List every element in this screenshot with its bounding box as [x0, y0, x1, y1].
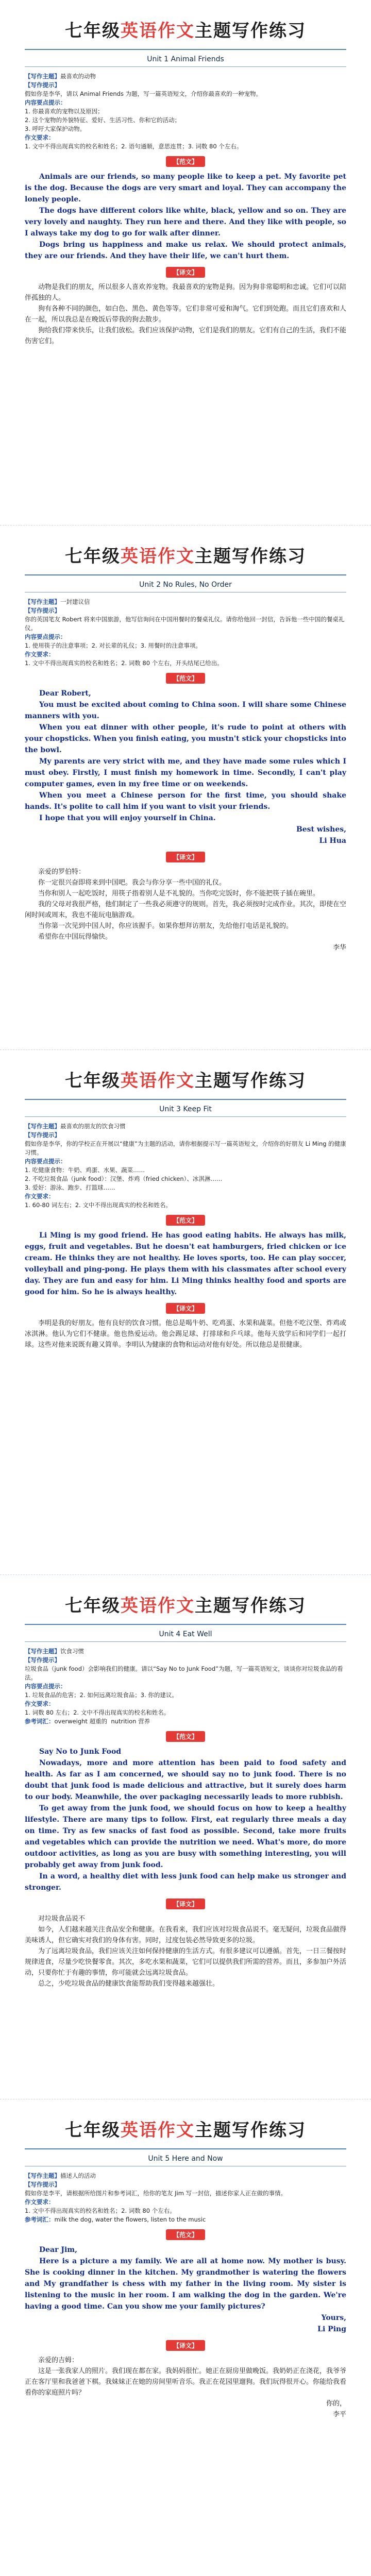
task-label: 内容要点提示： — [25, 99, 66, 106]
task-text: 1. 垃圾食品的危害；2. 如何远离垃圾食品；3. 你的建议。 — [25, 1691, 178, 1699]
unit-header — [25, 2099, 346, 2141]
task-text: 1. 吃健康食物：牛奶、鸡蛋、水果、蔬菜…… — [25, 1166, 145, 1174]
header-divider — [25, 49, 346, 50]
task-text: 1. 文中不得出现真实的校名和姓名；2. 词数 80 个左右，开头结尾已给出。 — [25, 659, 223, 667]
translation-badge: 【译文】 — [166, 267, 205, 278]
task-text: 1. 文中不得出现真实的校名和姓名；2. 语句通顺，意思连贯；3. 词数 80 个左右。 — [25, 143, 243, 150]
header-divider — [25, 1624, 346, 1625]
task-line — [25, 615, 346, 633]
task-line — [25, 1647, 346, 1656]
unit-section — [0, 0, 371, 525]
translation-paragraph: 动物是我们的朋友，所以很多人喜欢养宠物。我最喜欢的宠物是狗。因为狗非常聪明和忠诚。它们可以陪伴孤独的人。 — [25, 283, 347, 302]
title-highlight: 英语作文 — [121, 546, 195, 567]
essay-badge-wrap — [25, 668, 346, 688]
translation-paragraph: 我的父母对我很严格，他们制定了一些我必须遵守的规则。首先，我必须按时完成作业。其次，即使在空闲时间或周末，我也不能玩电脑游戏。 — [25, 900, 347, 919]
translation-badge: 【译文】 — [166, 1303, 205, 1314]
essay-badge-wrap — [25, 1210, 346, 1230]
task-line — [25, 1122, 346, 1131]
essay-badge-wrap — [25, 2224, 346, 2244]
essay-paragraph: To get away from the junk food, we should focus on how to keep a healthy lifestyle. There are many tips to follow. First, eat regularly three meals a day on time. Try as few snacks of fast food as possible. Second, take more fruits and vegetables which can provide the nutrition we need. What's more, do more outdoor activities, as long as you are busy with something interesting, you will probably get away from junk food. — [25, 1804, 346, 1869]
essay-badge: 【范文】 — [166, 156, 205, 167]
unit-subtitle: Unit 2 No Rules, No Order — [139, 580, 232, 589]
task-line — [25, 90, 346, 98]
translation-paragraph: 李华 — [332, 943, 346, 952]
task-label: 【写作主题】 — [25, 73, 60, 80]
task-label: 内容要点提示： — [25, 633, 66, 640]
task-text: 1. 你最喜欢的宠物以及原因； — [25, 108, 104, 115]
task-line — [25, 116, 346, 125]
unit-section — [0, 1574, 371, 2099]
title-highlight: 英语作文 — [121, 1071, 195, 1091]
translation-paragraph: 希望你在中国玩得愉快。 — [38, 933, 112, 941]
task-label: 【写作提示】 — [25, 1131, 60, 1139]
task-label: 【写作提示】 — [25, 81, 60, 89]
unit-subtitle: Unit 4 Eat Well — [159, 1630, 212, 1638]
task-line — [25, 650, 346, 659]
task-line — [25, 2172, 346, 2180]
essay-paragraph: Dear Robert, — [39, 689, 91, 698]
page-title — [25, 542, 346, 567]
unit-subtitle: Unit 1 Animal Friends — [147, 55, 224, 63]
task-line — [25, 1140, 346, 1157]
task-description — [25, 2172, 346, 2224]
task-label: 作文要求： — [25, 2198, 55, 2206]
translation-badge-wrap — [25, 846, 346, 867]
translation-paragraph: 亲爱的吉姆： — [38, 2357, 79, 2364]
task-line — [25, 2207, 346, 2215]
translation-text — [25, 2355, 346, 2420]
title-grade: 七年级 — [65, 1071, 121, 1091]
unit-header — [25, 1575, 346, 1617]
task-description — [25, 1647, 346, 1726]
translation-paragraph: 狗有各种不同的颜色，如白色、黑色、黄色等等。它们非常可爱和淘气。它们到处跑。而且它们喜欢和人在一起，所以我总是在晚饭后带我的狗去散步。 — [25, 305, 347, 324]
task-label: 【写作提示】 — [25, 2181, 60, 2188]
header-divider — [25, 574, 346, 575]
task-line — [25, 81, 346, 90]
essay-badge: 【范文】 — [166, 1731, 205, 1742]
task-line — [25, 1700, 346, 1708]
task-line — [25, 606, 346, 615]
task-line — [25, 2180, 346, 2189]
essay-paragraph: In a word, a healthy diet with less junk food can help make us stronger and stronger. — [25, 1872, 346, 1892]
unit-subtitle: Unit 3 Keep Fit — [159, 1105, 212, 1113]
essay-paragraph: Animals are our friends, so many people like to keep a pet. My favorite pet is the dog. Because the dogs are very smart and loyal. They can accompany the lonely people. — [25, 173, 346, 204]
translation-paragraph: 李明是我的好朋友。他有良好的饮食习惯。他总是喝牛奶、吃鸡蛋、水果和蔬菜。但他不吃汉堡、炸鸡或冰淇淋。他认为它们不健康。他也热爱运动。他会踢足球、打排球和乒乓球。他每天放学后和同学们一起打球。这些对他来说既有趣又简单。李明认为健康的食物和运动对他有好处。所以他总是很健康。 — [25, 1319, 347, 1349]
task-description — [25, 72, 346, 151]
translation-paragraph: 当你和别人一起吃饭时，用筷子指着别人是不礼貌的。当你吃完饭时，你不能把筷子插在碗里。 — [38, 889, 320, 897]
model-essay — [25, 171, 346, 262]
task-text: 饮食习惯 — [60, 1647, 84, 1655]
essay-badge-wrap — [25, 1726, 346, 1746]
essay-paragraph: You must be excited about coming to China soon. I will share some Chinese manners with you. — [25, 700, 346, 720]
task-line — [25, 1183, 346, 1192]
title-highlight: 英语作文 — [121, 21, 195, 41]
title-grade: 七年级 — [65, 546, 121, 567]
translation-text — [25, 867, 346, 953]
essay-badge: 【范文】 — [166, 2229, 205, 2240]
translation-text — [25, 282, 346, 347]
essay-badge: 【范文】 — [166, 673, 205, 684]
essay-paragraph: Li Hua — [319, 836, 346, 845]
translation-text — [25, 1913, 346, 1989]
task-text: 1. 文中不得出现真实的校名和姓名；2. 词数 80 个左右。 — [25, 2207, 176, 2214]
task-line — [25, 1131, 346, 1140]
model-essay — [25, 1746, 346, 1893]
subtitle-divider — [25, 66, 346, 67]
essay-paragraph: When you eat dinner with other people, it's rude to point at others with your chopsticks. When you finish eating, you mustn't stick your chopsticks into the bowl. — [25, 723, 346, 754]
task-text: milk the dog, water the flowers, listen to the music — [54, 2216, 206, 2223]
essay-paragraph: Li Ping — [317, 2325, 346, 2333]
task-label: 【写作提示】 — [25, 1656, 60, 1664]
task-label: 【写作主题】 — [25, 598, 60, 605]
translation-paragraph: 狗给我们带来快乐，让我们放松。我们应该保护动物，它们是我们的朋友。它们有自己的生活，我们不能伤害它们。 — [25, 327, 347, 345]
task-text: 2. 不吃垃圾食品（junk food）：汉堡、炸鸡（fried chicken）、冰淇淋…… — [25, 1175, 223, 1182]
task-text: 假如你是李华，请以 Animal Friends 为题，写一篇英语短文，介绍你最喜欢的一种宠物。 — [25, 90, 262, 97]
task-line — [25, 641, 346, 650]
unit-section — [0, 2099, 371, 2576]
translation-badge-wrap — [25, 2335, 346, 2355]
unit-header — [25, 0, 346, 42]
header-divider — [25, 2148, 346, 2149]
translation-badge-wrap — [25, 262, 346, 282]
task-line — [25, 125, 346, 133]
task-text: 描述人的活动 — [60, 2172, 96, 2179]
title-grade: 七年级 — [65, 1595, 121, 1616]
task-label: 【写作主题】 — [25, 1647, 60, 1655]
page-title — [25, 2116, 346, 2141]
model-essay — [25, 2244, 346, 2335]
task-line — [25, 1656, 346, 1665]
task-text: 最喜欢的动物 — [60, 73, 96, 80]
task-label: 参考词汇： — [25, 2216, 55, 2223]
title-grade: 七年级 — [65, 2120, 121, 2141]
task-text: overweight 超重的 nutrition 营养 — [54, 1717, 150, 1725]
essay-badge: 【范文】 — [166, 1215, 205, 1226]
essay-paragraph: Dear Jim, — [39, 2246, 77, 2254]
task-text: 2. 这个宠物的外貌特征、爱好、生活习性、你和它的活动； — [25, 116, 181, 124]
title-rest: 主题写作练习 — [195, 1071, 306, 1091]
task-text: 一封建议信 — [60, 598, 90, 605]
task-text: 1. 使用筷子的注意事项；2. 对长辈的礼仪；3. 用餐时的注意事项。 — [25, 641, 201, 649]
title-grade: 七年级 — [65, 21, 121, 41]
essay-paragraph: Best wishes, — [296, 825, 346, 834]
essay-paragraph: The dogs have different colors like white, black, yellow and so on. They are very lovely and naughty. They run here and there. And they like with people, so I always take my dog to go for walk after dinner. — [25, 207, 346, 238]
task-line — [25, 1201, 346, 1210]
translation-paragraph: 这是一张我家人的照片。我们现在都在家。我妈妈很忙。她正在厨房里做晚饭。我奶奶正在浇花，我爷爷正在客厅里和我爸爸下棋。我妹妹正在她的房间里听音乐。我正在花园里遛狗。我们玩得很开心。你能给我看看你的家庭照片吗？ — [25, 2367, 347, 2397]
essay-paragraph: Yours, — [321, 2314, 346, 2322]
title-rest: 主题写作练习 — [195, 2120, 306, 2141]
task-label: 【写作提示】 — [25, 606, 60, 614]
task-line — [25, 659, 346, 668]
task-text: 你的英国笔友 Robert 将来中国旅游，他写信询问在中国用餐时的餐桌礼仪。请你给他回一封信，告诉他一些中国的餐桌礼仪。 — [25, 615, 345, 632]
unit-section — [0, 1049, 371, 1574]
task-line — [25, 2198, 346, 2207]
task-line — [25, 2215, 346, 2224]
essay-badge-wrap — [25, 151, 346, 171]
page-title — [25, 16, 346, 42]
translation-text — [25, 1318, 346, 1350]
translation-paragraph: 总之，少吃垃圾食品的健康饮食能帮助我们变得越来越强壮。 — [38, 1979, 220, 1988]
translation-paragraph: 李平 — [332, 2411, 346, 2418]
header-divider — [25, 1099, 346, 1100]
unit-section — [0, 525, 371, 1050]
translation-badge: 【译文】 — [166, 2340, 205, 2351]
task-description — [25, 1122, 346, 1210]
task-description — [25, 598, 346, 668]
translation-paragraph: 为了远离垃圾食品，我们应该关注如何保持健康的生活方式。有很多建议可以遵循。首先，一日三餐按时规律进食，尽量少吃快餐零食。其次，多吃水果和蔬菜，它们可以提供我们所需的营养。而且，多参加户外活动，只要你忙于有趣的事情，你可能就会远离垃圾食品。 — [25, 1947, 347, 1977]
essay-paragraph: My parents are very strict with me, and they have made some rules which I must obey. Firstly, I must finish my homework in time. Secondly, I can't play computer games, even in my free time or on weekends. — [25, 757, 346, 788]
task-text: 假如你是李平，请根据所给图片和参考词汇，给你的笔友 Jim 写一封信，描述你家人正在做的事情。 — [25, 2190, 287, 2197]
task-text: 3. 呼吁大家保护动物。 — [25, 125, 86, 132]
translation-badge: 【译文】 — [166, 852, 205, 862]
model-essay — [25, 688, 346, 846]
task-line — [25, 133, 346, 142]
subtitle-divider — [25, 1641, 346, 1642]
task-text: 1. 60-80 词左右；2. 文中不得出现真实的校名和姓名。 — [25, 1201, 172, 1209]
task-line — [25, 1708, 346, 1717]
title-highlight: 英语作文 — [121, 2120, 195, 2141]
title-highlight: 英语作文 — [121, 1595, 195, 1616]
title-rest: 主题写作练习 — [195, 1595, 306, 1616]
essay-paragraph: Here is a picture a my family. We are all at home now. My mother is busy. She is cooking dinner in the kitchen. My grandmother is watering the flowers and My grandfather is chess with my father in the living room. My sister is listening to the music in her room. I am walking the dog in the garden. We're having a good time. Can you show me your family pictures? — [25, 2257, 346, 2311]
translation-paragraph: 对垃圾食品说不 — [38, 1914, 86, 1923]
title-rest: 主题写作练习 — [195, 21, 306, 41]
task-line — [25, 633, 346, 641]
task-label: 作文要求： — [25, 134, 55, 141]
essay-paragraph: Dogs bring us happiness and make us relax. We should protect animals, they are our friends. And they have their life, we can't hurt them. — [25, 241, 346, 260]
task-line — [25, 1691, 346, 1700]
title-rest: 主题写作练习 — [195, 546, 306, 567]
task-line — [25, 107, 346, 116]
task-label: 内容要点提示： — [25, 1682, 66, 1690]
model-essay — [25, 1230, 346, 1298]
essay-paragraph: Nowadays, more and more attention has been paid to food safety and health. As far as I am concerned, we should say no to junk food. There is no doubt that junk food is made delicious and attractive, but it surely does harm to our body. Meanwhile, the over packaging necessarily leads to more rubbish. — [25, 1758, 346, 1801]
task-label: 参考词汇： — [25, 1717, 55, 1725]
unit-header — [25, 526, 346, 567]
task-line — [25, 142, 346, 151]
page-title — [25, 1591, 346, 1617]
translation-paragraph: 你一定很兴奋即将来到中国吧。我会与你分享一些中国的礼仪。 — [38, 878, 226, 887]
task-label: 【写作主题】 — [25, 1123, 60, 1130]
translation-badge-wrap — [25, 1298, 346, 1318]
translation-paragraph: 如今，人们越来越关注食品安全和健康。在我看来，我们应该对垃圾食品说不。毫无疑问，垃圾食品做得美味诱人，但它确实对我们的身体有害。同时，过度包装必然导致更多的垃圾。 — [25, 1925, 347, 1944]
essay-paragraph: When you meet a Chinese person for the first time, you should shake hands. It's polite to call him if you want to visit your friends. — [25, 791, 346, 811]
task-text: 垃圾食品（junk food）会影响我们的健康。请以“Say No to Junk Food”为题，写一篇英语短文，谈谈你对垃圾食品的看法。 — [25, 1665, 343, 1681]
task-label: 内容要点提示： — [25, 1158, 66, 1165]
task-line — [25, 1717, 346, 1726]
unit-subtitle: Unit 5 Here and Now — [148, 2155, 223, 2163]
task-line — [25, 1166, 346, 1175]
task-text: 1. 词数 80 左右；2. 文中不得出现真实的校名和姓名。 — [25, 1708, 170, 1716]
task-line — [25, 1682, 346, 1691]
page-title — [25, 1066, 346, 1092]
task-line — [25, 1192, 346, 1201]
task-label: 作文要求： — [25, 650, 55, 658]
essay-paragraph: Say No to Junk Food — [39, 1747, 122, 1756]
task-text: 最喜欢的朋友的饮食习惯 — [60, 1123, 126, 1130]
task-line — [25, 1157, 346, 1166]
translation-paragraph: 你的， — [326, 2400, 346, 2408]
translation-badge: 【译文】 — [166, 1899, 205, 1909]
essay-paragraph: I hope that you will enjoy yourself in China. — [39, 814, 216, 822]
task-line — [25, 72, 346, 81]
task-label: 作文要求： — [25, 1193, 55, 1200]
task-label: 【写作主题】 — [25, 2172, 60, 2179]
essay-paragraph: Li Ming is my good friend. He has good eating habits. He always has milk, eggs, fruit and vegetables. But he doesn't eat hamburgers, fried chicken or ice cream. He thinks they are not healthy. He loves sports, too. He can play soccer, volleyball and ping-pong. He plays them with his classmates after school every day. They are fun and easy for him. Li Ming thinks healthy food and sports are good for him. So he is always healthy. — [25, 1231, 346, 1296]
subtitle-divider — [25, 1116, 346, 1117]
task-line — [25, 98, 346, 107]
task-line — [25, 1665, 346, 1682]
task-line — [25, 1175, 346, 1183]
translation-paragraph: 亲爱的罗伯特： — [38, 868, 86, 876]
translation-paragraph: 当你第一次见到中国人时，你应该握手。如果你想拜访朋友，先给他打电话是礼貌的。 — [38, 922, 293, 930]
task-text: 3. 爱好：游泳、跑步、打篮球…… — [25, 1184, 115, 1191]
task-label: 作文要求： — [25, 1700, 55, 1707]
task-line — [25, 598, 346, 606]
task-text: 假如你是李华，你的学校正在开展以“健康”为主题的活动，请你根据提示写一篇英语短文，介绍你的好朋友 Li Ming 的健康习惯。 — [25, 1140, 346, 1156]
translation-badge-wrap — [25, 1893, 346, 1913]
unit-header — [25, 1050, 346, 1092]
task-line — [25, 2189, 346, 2198]
